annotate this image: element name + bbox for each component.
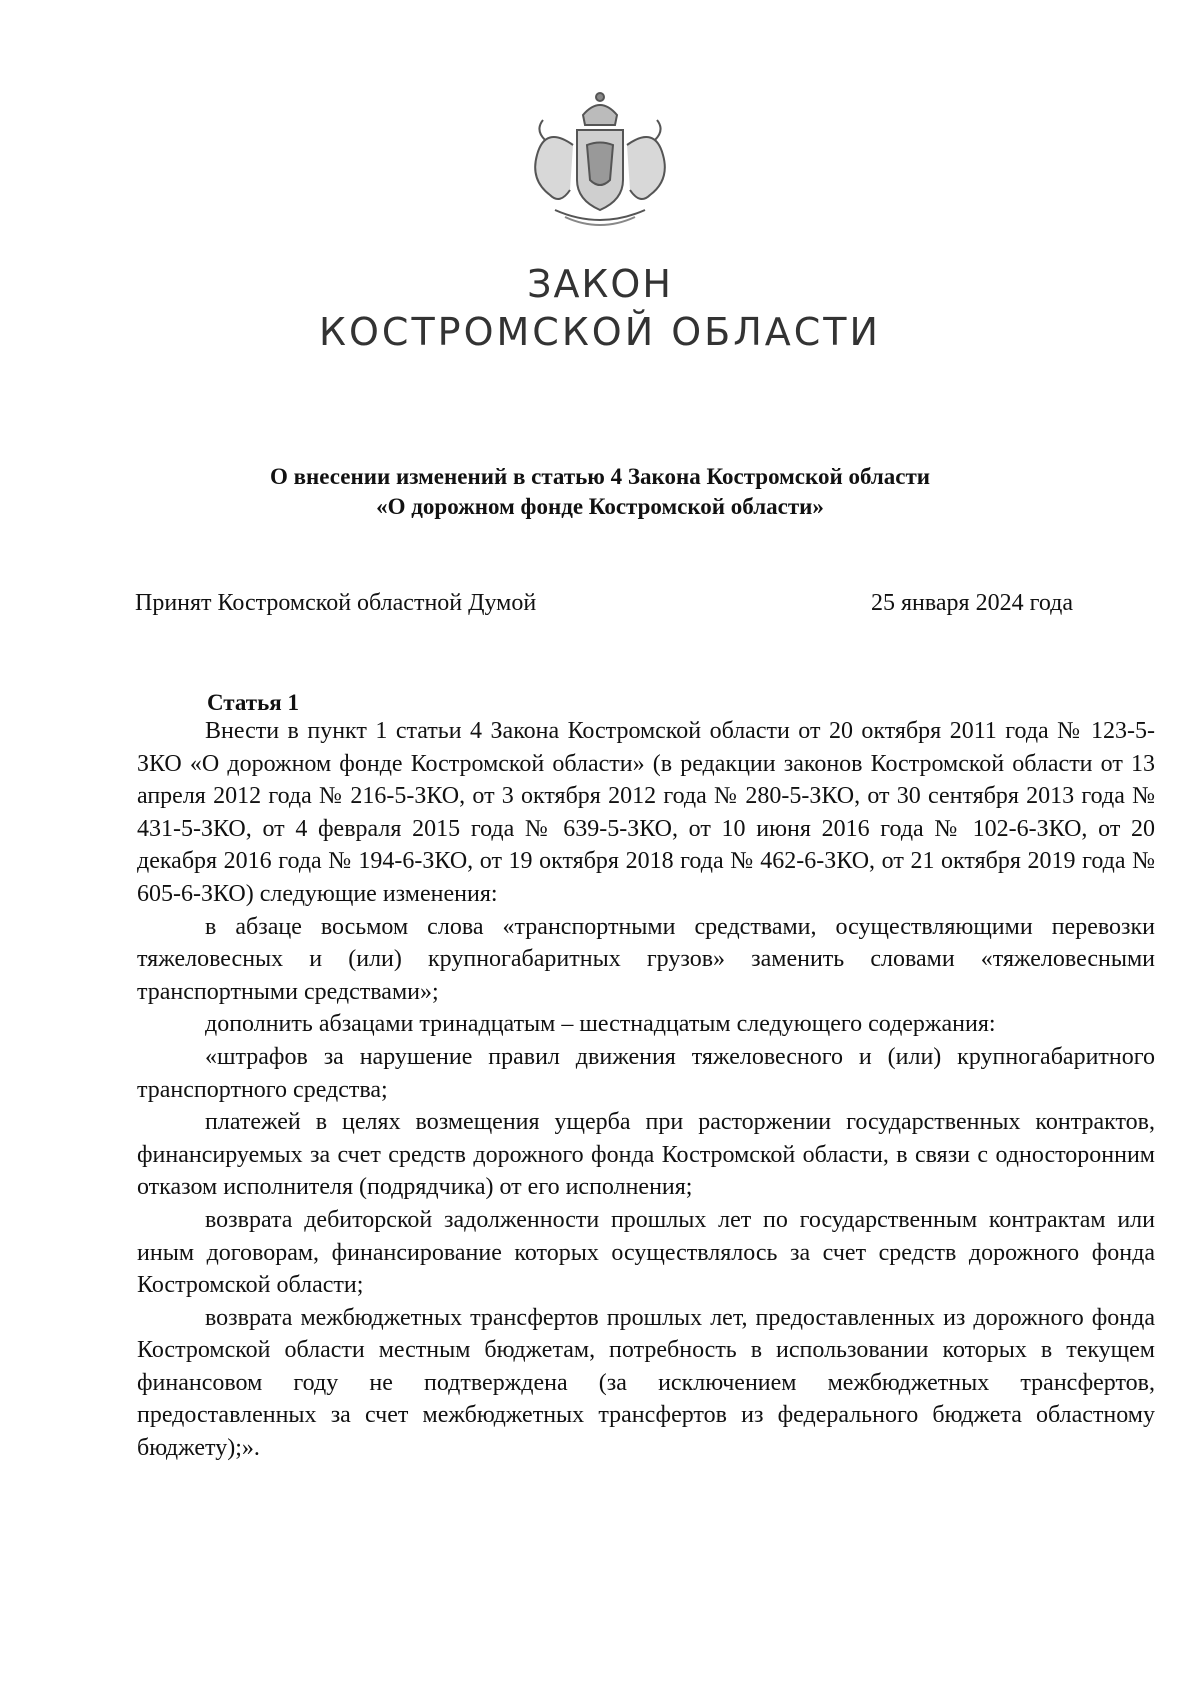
law-title-line-1: О внесении изменений в статью 4 Закона Костромской области — [269, 464, 931, 489]
article-paragraph: платежей в целях возмещения ущерба при расторжении государственных контрактов, финансируемых за счет средств дорожного фонда Костромской области, в связи с односторонним отказом исполнителя (подрядчика) от его исполнения; — [137, 1109, 1155, 1201]
article-paragraph: в абзаце восьмом слова «транспортными средствами, осуществляющими перевозки тяжеловесных и (или) крупногабаритных грузов» заменить словами «тяжеловесными транспортными средствами»; — [137, 913, 1155, 1005]
article-heading: Статья 1 — [207, 690, 299, 715]
adopted-by: Принят Костромской областной Думой — [135, 590, 537, 616]
kostroma-coat-of-arms-icon — [515, 85, 685, 235]
law-title-line-2: «О дорожном фонде Костромской области» — [376, 494, 824, 519]
article-paragraph: дополнить абзацами тринадцатым – шестнадцатым следующего содержания: — [205, 1011, 996, 1038]
law-heading: ЗАКОН — [527, 262, 673, 306]
article-paragraph: возврата межбюджетных трансфертов прошлых лет, предоставленных из дорожного фонда Костромской области местным бюджетам, потребность в использовании которых в текущем финансовом году не подтверждена (за исключением межбюджетных трансфертов, предоставленных за счет межбюджетных трансфертов из федерального бюджета областному бюджету);». — [137, 1304, 1155, 1462]
article-paragraph: «штрафов за нарушение правил движения тяжеловесного и (или) крупногабаритного транспортного средства; — [137, 1043, 1155, 1103]
adoption-date: 25 января 2024 года — [870, 590, 1073, 616]
article-body — [137, 715, 1155, 1465]
region-heading: КОСТРОМСКОЙ ОБЛАСТИ — [319, 310, 881, 354]
article-paragraph: Внести в пункт 1 статьи 4 Закона Костромской области от 20 октября 2011 года № 123-5-ЗКО «О дорожном фонде Костромской области» (в редакции законов Костромской области от 13 апреля 2012 года № 216-5-ЗКО, от 3 октября 2012 года № 280-5-ЗКО, от 30 сентября 2013 года № 431-5-ЗКО, от 4 февраля 2015 года № 639-5-ЗКО, от 10 июня 2016 года № 102-6-ЗКО, от 20 декабря 2016 года № 194-6-ЗКО, от 19 октября 2018 года № 462-6-ЗКО, от 21 октября 2019 года № 605-6-ЗКО) следующие изменения: — [137, 718, 1155, 907]
article-paragraph: возврата дебиторской задолженности прошлых лет по государственным контрактам или иным договорам, финансирование которых осуществлялось за счет средств дорожного фонда Костромской области; — [137, 1206, 1155, 1299]
